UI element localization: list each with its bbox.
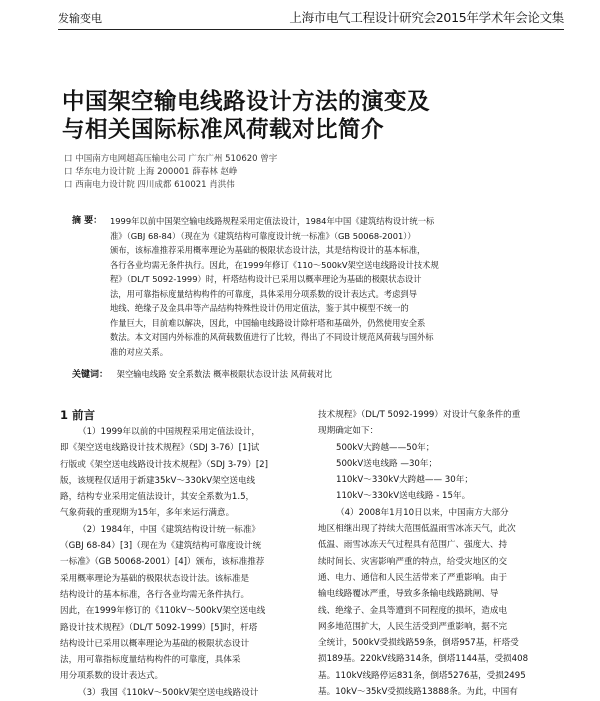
- body-line: 线、绝缘子、金具等遭到不同程度的损坏，造成电: [318, 605, 508, 616]
- body-line: 版，该规程仅适用于新建35kV～330kV架空送电线: [60, 475, 256, 486]
- body-line: 地区相继出现了持续大范围低温雨雪冰冻天气，此次: [318, 524, 516, 535]
- body-line: 用分项系数的设计表达式。: [60, 671, 164, 682]
- abstract-line: 法，用可靠指标度量结构构件的可靠度，具体采用分项系数的设计表达式。考虑到导: [110, 288, 417, 299]
- abstract-line: 作量巨大，目前难以解决，因此，中国输电线路设计除杆塔和基础外，仍然使用安全系: [110, 317, 426, 328]
- body-line: 采用概率理论为基础的极限状态设计法。该标准是: [60, 573, 250, 584]
- body-line: 结构设计已采用以概率理论为基础的极限状态设计: [60, 638, 250, 649]
- body-line: 网多地范围扩大，人民生活受到严重影响，据不完: [318, 621, 508, 632]
- abstract-label: 摘 要：: [72, 216, 103, 226]
- body-line: （2）1984年，中国《建筑结构设计统一标准》: [78, 524, 261, 535]
- body-line: 法，用可靠指标度量结构构件的可靠度，具体采: [60, 655, 241, 666]
- keywords-label: 关键词：: [72, 370, 109, 380]
- abstract-body: [110, 214, 537, 359]
- body-line: 低温、雨雪冰冻天气过程具有范围广、强度大、持: [318, 540, 508, 551]
- body-line: 行版或《架空送电线路设计技术规程》（SDJ 3-79）[2]: [60, 459, 268, 470]
- keywords: [72, 367, 537, 382]
- abstract-line: 颁布，该标准推荐采用概率理论为基础的极限状态设计法，其是结构设计的基本标准，: [110, 245, 426, 255]
- abstract-line: 程》（DL/T 5092-1999）时，杆塔结构设计已采用以概率理论为基础的极限状态设计: [110, 274, 422, 284]
- body-line: 全统计，500kV受损线路59条，倒塔957基，杆塔受: [318, 638, 519, 649]
- body-line: 基。110kV线路停运831条，倒塔5276基，受损2495: [318, 670, 526, 681]
- author-affiliation: 口 华东电力设计院 上海 200001 薛春林 赵峥: [64, 167, 238, 177]
- author-affiliation: 口 西南电力设计院 四川成都 610021 肖洪伟: [64, 180, 235, 190]
- body-line: （GBJ 68-84）[3]（现在为《建筑结构可靠度设计统: [60, 541, 262, 552]
- running-header: [58, 8, 564, 26]
- body-line: 500kV大跨越——50年；: [336, 442, 435, 453]
- body-line: 110kV～330kV大跨越—— 30年；: [336, 475, 473, 486]
- body-line: 一标准》（GB 50068-2001）[4]）颁布，该标准推荐: [60, 557, 265, 568]
- body-line: 路，结构专业采用定值法设计，其安全系数为1.5，: [60, 492, 255, 503]
- body-line: 路设计技术规程》（DL/T 5092-1999）[5]时，杆塔: [60, 622, 258, 633]
- body-line: 气象荷载的重现期为15年，多年来运行满意。: [60, 508, 235, 519]
- abstract-line: 1999年以前中国架空输电线路规程采用定值法设计，1984年中国《建筑结构设计统一标: [110, 216, 435, 226]
- abstract-line: 准的对应关系。: [110, 346, 169, 357]
- body-column-left: [60, 407, 310, 701]
- body-line: 因此，在1999年修订的《110kV～500kV架空送电线: [60, 606, 266, 617]
- body-line: 通、电力、通信和人民生活带来了严重影响。由于: [318, 572, 508, 583]
- body-line: 输电线路覆冰严重，导致多条输电线路跳闸、导: [318, 589, 499, 600]
- body-line: 110kV～330kV送电线路 - 15年。: [336, 491, 471, 502]
- abstract-line: 数法。本文对国内外标准的风荷载数值进行了比较，得出了不同设计规范风荷载与国外标: [110, 332, 434, 342]
- section-heading: 1 前言: [60, 408, 96, 422]
- header-proceedings-title: 上海市电气工程设计研究会2015年学术年会论文集: [289, 10, 564, 25]
- header-rule: [58, 29, 564, 30]
- abstract: [72, 214, 537, 359]
- body-line: 基。10kV～35kV受损线路13888条。为此，中国有: [318, 687, 518, 698]
- body-line: （3）我国《110kV～500kV架空送电线路设计: [78, 687, 259, 698]
- body-line: 即《架空送电线路设计技术规程》（SDJ 3-76）[1]试: [60, 443, 260, 454]
- body-line: 500kV送电线路 —30年；: [336, 458, 438, 469]
- body-line: （4）2008年1月10日以来，中国南方大部分: [336, 507, 509, 518]
- paper-title-line: 中国架空输电线路设计方法的演变及: [62, 89, 431, 115]
- paper-title: [62, 88, 562, 144]
- author-list: [64, 153, 544, 192]
- paper-title-line: 与相关国际标准风荷载对比简介: [62, 117, 385, 143]
- author-affiliation: 口 中国南方电网超高压输电公司 广东广州 510620 曾宇: [64, 154, 278, 164]
- body-line: 续时间长、灾害影响严重的特点，给受灾地区的交: [318, 556, 508, 567]
- keywords-text: 架空输电线路 安全系数法 概率极限状态设计法 风荷载对比: [116, 369, 332, 379]
- body-line: 技术规程》（DL/T 5092-1999）对设计气象条件的重: [318, 410, 521, 420]
- header-category: 发输变电: [58, 12, 102, 25]
- abstract-line: 地线、绝缘子及金具串等产品结构特殊性设计仍用定值法，鉴于其中模型不统一的: [110, 303, 409, 313]
- body-line: 现期确定如下：: [318, 426, 379, 437]
- abstract-line: 各行各业均需无条件执行。因此，在1999年修订《110～500kV架空送电线路设计技术规: [110, 259, 439, 270]
- body-line: 损189基。220kV线路314条，倒塔1144基，受损408: [318, 654, 529, 665]
- abstract-line: 准》（GBJ 68-84）（现在为《建筑结构可靠度设计统一标准》（GB 50068-2001））: [110, 230, 416, 241]
- body-line: （1）1999年以前的中国规程采用定值法设计，: [78, 427, 261, 437]
- body-column-right: [318, 407, 570, 700]
- body-line: 结构设计的基本标准，各行各业均需无条件执行。: [60, 589, 250, 600]
